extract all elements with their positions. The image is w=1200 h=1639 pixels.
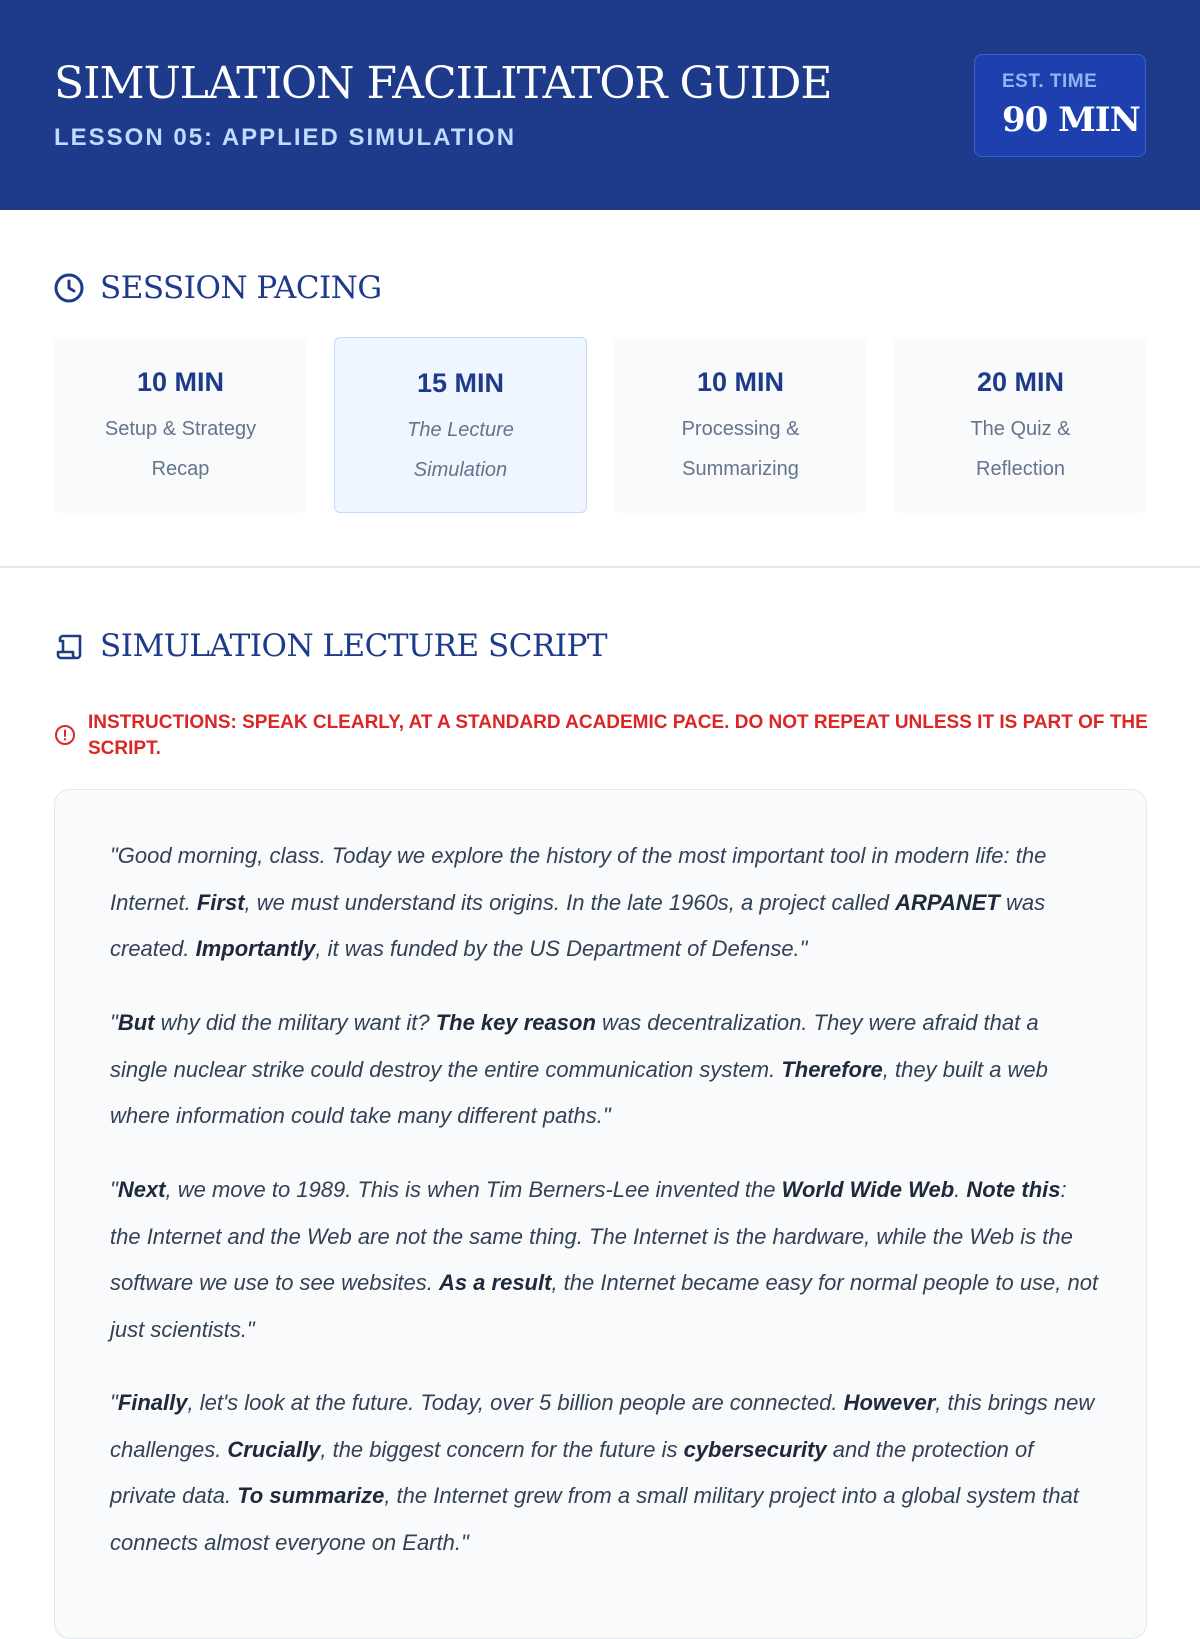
script-emphasis: ARPANET <box>895 889 1000 915</box>
pacing-duration: 10 MIN <box>696 367 785 397</box>
guide-header <box>0 0 1200 210</box>
script-text: , we must understand its origins. In the late 1960s, a project called <box>244 889 896 915</box>
lecture-script-box <box>54 789 1147 1639</box>
pacing-label: The Lecture Simulation <box>407 419 514 481</box>
script-paragraph <box>110 833 1100 973</box>
script-text: , we move to 1989. This is when Tim Berners-Lee invented the <box>165 1177 782 1202</box>
script-text: , the biggest concern for the future is <box>320 1436 684 1462</box>
pacing-label: Setup & Strategy Recap <box>104 418 257 480</box>
estimated-time-value: 90 MIN <box>1002 100 1140 140</box>
script-text: " <box>110 1177 118 1202</box>
script-text: , the Internet grew from a small military project into a global system that connects almost everyone on Earth." <box>110 1483 1079 1555</box>
lesson-subtitle: LESSON 05: APPLIED SIMULATION <box>54 124 517 151</box>
script-text: was created. <box>110 889 1046 961</box>
section-divider <box>0 566 1200 568</box>
script-emphasis: Crucially <box>227 1436 321 1462</box>
pacing-duration: 20 MIN <box>976 367 1065 397</box>
script-paragraph <box>110 1380 1100 1566</box>
pacing-card <box>614 337 867 513</box>
script-emphasis: To summarize <box>237 1483 385 1508</box>
pacing-duration: 15 MIN <box>416 368 505 398</box>
script-text: " <box>110 1390 118 1415</box>
script-text: , the Internet became easy for normal people to use, not just scientists." <box>110 1270 1099 1342</box>
pacing-card <box>894 337 1147 513</box>
page-title: SIMULATION FACILITATOR GUIDE <box>54 58 832 109</box>
script-emphasis: Therefore <box>781 1056 883 1082</box>
script-text: why did the military want it? <box>154 1010 436 1035</box>
script-emphasis: First <box>196 889 245 915</box>
script-text: , let's look at the future. Today, over 5 billion people are connected. <box>187 1390 844 1415</box>
instructions-text: INSTRUCTIONS: SPEAK CLEARLY, AT A STANDARD ACADEMIC PACE. DO NOT REPEAT UNLESS IT IS PART OF THE SCRIPT. <box>88 712 1148 759</box>
pacing-label: Processing & Summarizing <box>681 418 800 480</box>
alert-circle-icon <box>54 724 76 746</box>
script-text: , this brings new challenges. <box>110 1390 1095 1462</box>
script-text: was decentralization. They were afraid that a single nuclear strike could destroy the entire communication system. <box>110 1010 1039 1082</box>
script-text: "Good morning, class. Today we explore the history of the most important tool in modern life: the Internet. <box>110 843 1047 915</box>
script-emphasis: But <box>117 1010 155 1035</box>
script-text: " <box>110 1010 118 1035</box>
script-paragraph <box>110 1000 1100 1140</box>
script-emphasis: However <box>843 1390 936 1415</box>
pacing-label: The Quiz & Reflection <box>970 418 1071 480</box>
lecture-script-title: SIMULATION LECTURE SCRIPT <box>100 628 608 664</box>
session-pacing-title: SESSION PACING <box>100 270 382 306</box>
pacing-duration: 10 MIN <box>136 367 225 397</box>
script-emphasis: As a result <box>438 1270 552 1295</box>
script-text: . <box>954 1177 967 1202</box>
estimated-time-badge <box>974 54 1146 157</box>
instructions-alert <box>54 710 1148 762</box>
script-text: , they built a web where information could take many different paths." <box>110 1056 1048 1128</box>
script-emphasis: Importantly <box>195 936 316 961</box>
script-emphasis: Note this <box>966 1177 1061 1202</box>
script-emphasis: Finally <box>117 1390 188 1415</box>
scroll-icon <box>54 630 86 662</box>
script-emphasis: World Wide Web <box>781 1177 955 1202</box>
lecture-script-heading <box>54 628 607 664</box>
estimated-time-label: EST. TIME <box>1002 71 1098 92</box>
session-pacing-heading <box>54 270 382 306</box>
pacing-card <box>54 337 307 513</box>
pacing-card-active <box>334 337 587 513</box>
script-text: and the protection of private data. <box>110 1436 1034 1508</box>
script-emphasis: The key reason <box>435 1010 596 1035</box>
clock-icon <box>54 272 86 304</box>
script-paragraph <box>110 1167 1100 1353</box>
script-text: , it was funded by the US Department of Defense." <box>315 936 808 961</box>
script-emphasis: cybersecurity <box>683 1436 827 1462</box>
script-text: : the Internet and the Web are not the same thing. The Internet is the hardware, while the Web is the software we use to see websites. <box>110 1177 1073 1295</box>
script-emphasis: Next <box>117 1177 166 1202</box>
